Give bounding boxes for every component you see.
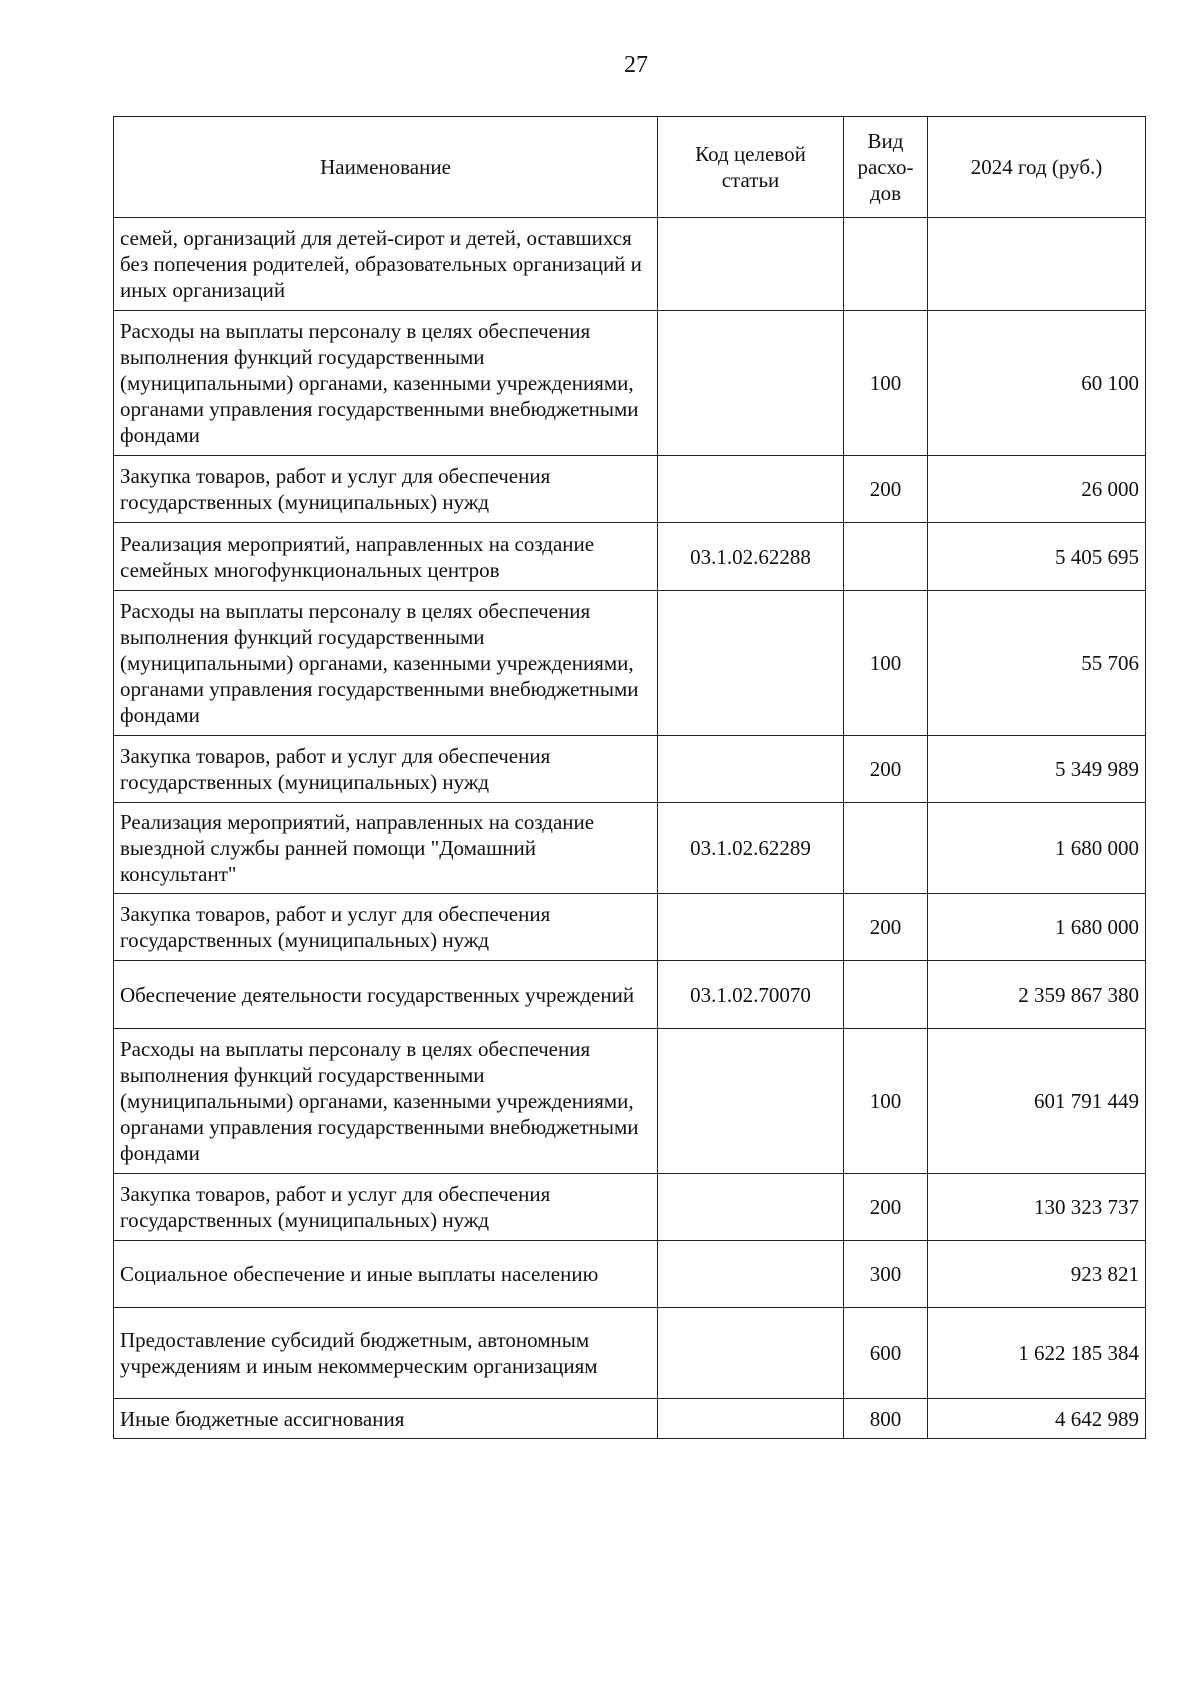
header-amount: 2024 год (руб.)	[928, 117, 1146, 218]
cell-code: 03.1.02.62288	[658, 523, 844, 591]
cell-code	[658, 894, 844, 961]
table-row	[114, 1174, 1146, 1241]
cell-amount: 1 680 000	[928, 894, 1146, 961]
cell-code	[658, 1308, 844, 1399]
cell-kind: 100	[844, 1029, 928, 1174]
cell-name: Реализация мероприятий, направленных на создание семейных многофункциональных центров	[114, 523, 658, 591]
cell-code	[658, 218, 844, 311]
cell-code	[658, 1241, 844, 1308]
cell-amount: 130 323 737	[928, 1174, 1146, 1241]
cell-amount: 5 405 695	[928, 523, 1146, 591]
budget-table	[113, 116, 1146, 1439]
cell-amount: 2 359 867 380	[928, 961, 1146, 1029]
cell-name: Расходы на выплаты персоналу в целях обеспечения выполнения функций государственными (муниципальными) органами, казенными учреждениями, органами управления государственными внебюджетными фондами	[114, 1029, 658, 1174]
cell-code	[658, 1029, 844, 1174]
cell-name: Закупка товаров, работ и услуг для обеспечения государственных (муниципальных) нужд	[114, 1174, 658, 1241]
page-number: 27	[624, 52, 648, 78]
header-name: Наименование	[114, 117, 658, 218]
cell-kind: 200	[844, 456, 928, 523]
table-row	[114, 456, 1146, 523]
cell-code	[658, 311, 844, 456]
cell-kind: 800	[844, 1399, 928, 1439]
cell-name: Закупка товаров, работ и услуг для обеспечения государственных (муниципальных) нужд	[114, 456, 658, 523]
cell-kind: 100	[844, 591, 928, 736]
cell-kind	[844, 218, 928, 311]
table-header-row	[114, 117, 1146, 218]
table-row	[114, 591, 1146, 736]
cell-name: семей, организаций для детей-сирот и детей, оставшихся без попечения родителей, образовательных организаций и иных организаций	[114, 218, 658, 311]
table-row	[114, 803, 1146, 894]
table-row	[114, 961, 1146, 1029]
cell-code: 03.1.02.62289	[658, 803, 844, 894]
cell-code	[658, 456, 844, 523]
cell-code	[658, 1399, 844, 1439]
table-row	[114, 1241, 1146, 1308]
cell-kind	[844, 961, 928, 1029]
cell-name: Предоставление субсидий бюджетным, автономным учреждениям и иным некоммерческим организациям	[114, 1308, 658, 1399]
table-row	[114, 736, 1146, 803]
cell-kind	[844, 803, 928, 894]
cell-amount: 26 000	[928, 456, 1146, 523]
cell-kind: 200	[844, 894, 928, 961]
table-row	[114, 218, 1146, 311]
cell-code	[658, 591, 844, 736]
cell-name: Расходы на выплаты персоналу в целях обеспечения выполнения функций государственными (муниципальными) органами, казенными учреждениями, органами управления государственными внебюджетными фондами	[114, 591, 658, 736]
cell-amount: 601 791 449	[928, 1029, 1146, 1174]
cell-kind: 100	[844, 311, 928, 456]
header-kind: Вид расхо-дов	[844, 117, 928, 218]
cell-name: Социальное обеспечение и иные выплаты населению	[114, 1241, 658, 1308]
cell-code	[658, 736, 844, 803]
cell-amount: 923 821	[928, 1241, 1146, 1308]
table-row	[114, 1308, 1146, 1399]
cell-code: 03.1.02.70070	[658, 961, 844, 1029]
table-row	[114, 1399, 1146, 1439]
table-row	[114, 311, 1146, 456]
cell-kind: 200	[844, 1174, 928, 1241]
cell-kind	[844, 523, 928, 591]
table-row	[114, 1029, 1146, 1174]
cell-amount: 1 680 000	[928, 803, 1146, 894]
cell-amount: 60 100	[928, 311, 1146, 456]
table-row	[114, 523, 1146, 591]
cell-amount: 1 622 185 384	[928, 1308, 1146, 1399]
cell-name: Иные бюджетные ассигнования	[114, 1399, 658, 1439]
cell-amount: 5 349 989	[928, 736, 1146, 803]
table-row	[114, 894, 1146, 961]
cell-kind: 600	[844, 1308, 928, 1399]
cell-kind: 200	[844, 736, 928, 803]
header-code: Код целевой статьи	[658, 117, 844, 218]
cell-name: Закупка товаров, работ и услуг для обеспечения государственных (муниципальных) нужд	[114, 736, 658, 803]
cell-code	[658, 1174, 844, 1241]
cell-amount: 4 642 989	[928, 1399, 1146, 1439]
cell-name: Реализация мероприятий, направленных на создание выездной службы ранней помощи "Домашний консультант"	[114, 803, 658, 894]
cell-name: Обеспечение деятельности государственных учреждений	[114, 961, 658, 1029]
cell-name: Расходы на выплаты персоналу в целях обеспечения выполнения функций государственными (муниципальными) органами, казенными учреждениями, органами управления государственными внебюджетными фондами	[114, 311, 658, 456]
cell-amount	[928, 218, 1146, 311]
cell-amount: 55 706	[928, 591, 1146, 736]
cell-kind: 300	[844, 1241, 928, 1308]
cell-name: Закупка товаров, работ и услуг для обеспечения государственных (муниципальных) нужд	[114, 894, 658, 961]
